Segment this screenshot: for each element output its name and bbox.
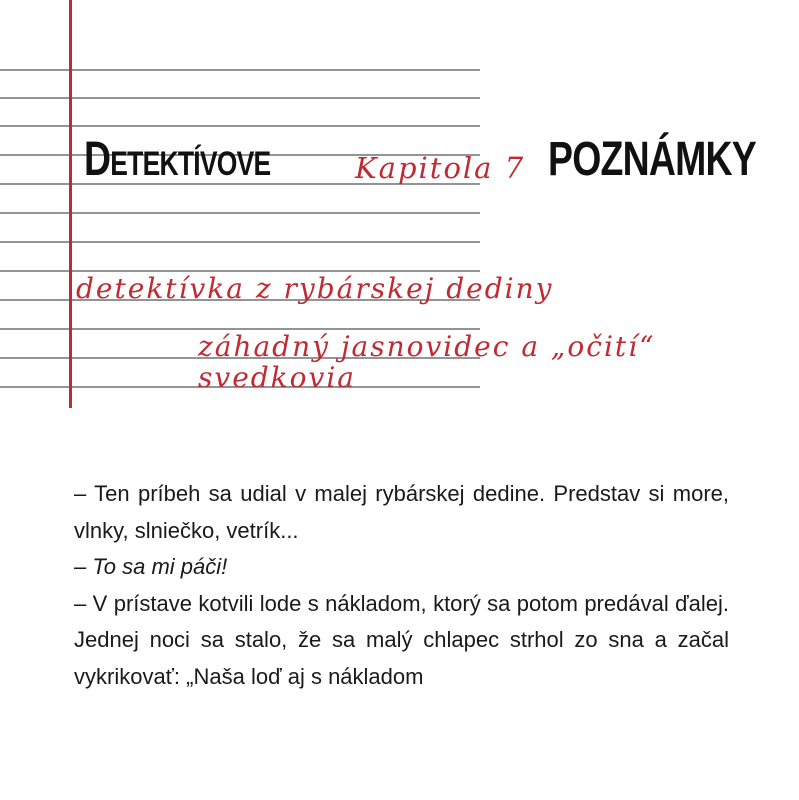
story-paragraph-3: – V prístave kotvili lode s nákladom, ktorý sa potom predával ďalej. Jednej noci sa stalo, že sa malý chlapec strhol zo sna a začal vykrikovať: „Naša loď aj s nákladom — [74, 590, 729, 689]
title-left-text: Detektívove — [84, 133, 271, 186]
title-word-left — [84, 132, 323, 187]
story-paragraph-1: – Ten príbeh sa udial v malej rybárskej dedine. Predstav si more, vlnky, slniečko, vetrík... — [74, 481, 729, 543]
title-word-right — [548, 132, 799, 187]
story-text — [74, 476, 729, 695]
notebook-margin-line — [69, 0, 72, 408]
title-right-text: POZNÁMKY — [548, 133, 757, 186]
story-paragraph-2: – To sa mi páči! — [74, 554, 228, 579]
subtitle-line-2: záhadný jasnovidec a „očití“ — [198, 330, 656, 363]
subtitle-line-3: svedkovia — [198, 361, 356, 394]
subtitle-line-1: detektívka z rybárskej dediny — [76, 272, 554, 305]
chapter-label: Kapitola 7 — [355, 151, 526, 185]
